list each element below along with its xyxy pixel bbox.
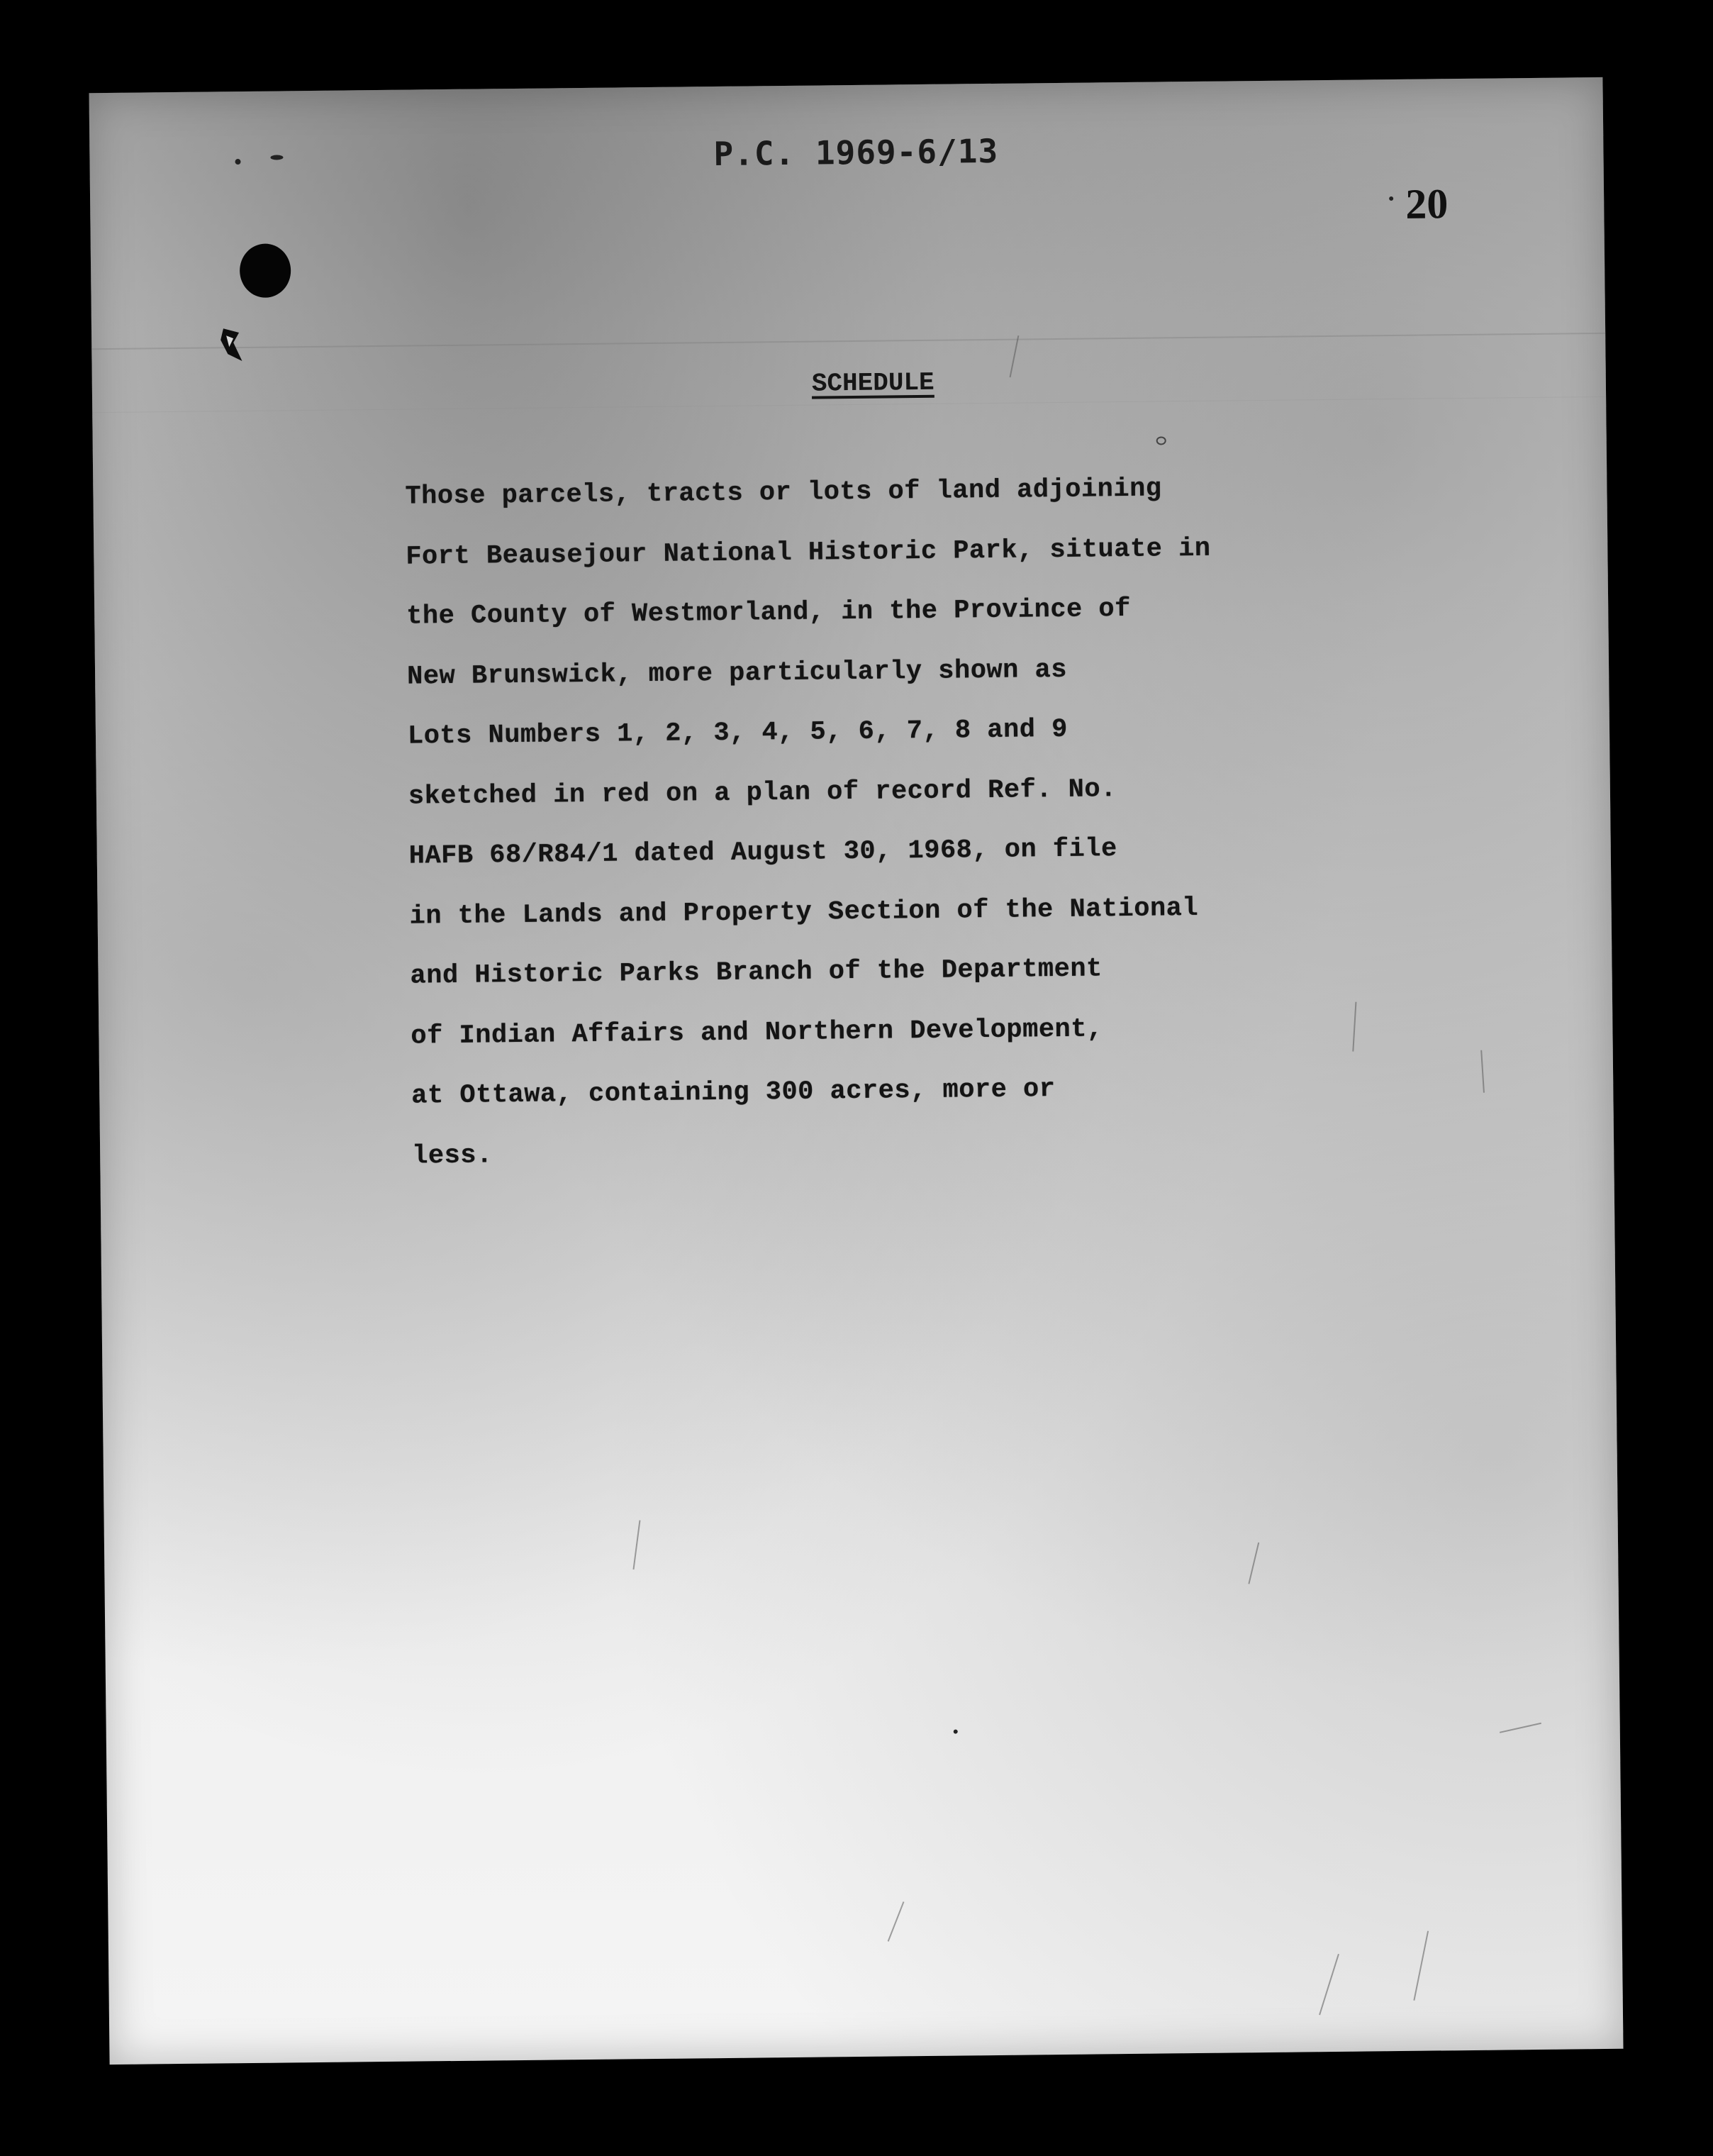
scan-speck — [270, 155, 283, 160]
fold-line — [91, 333, 1605, 350]
body-line: and Historic Parks Branch of the Department — [410, 954, 1103, 991]
torn-paper-mark — [218, 326, 245, 365]
body-line: less. — [412, 1140, 493, 1172]
scan-scratch — [1413, 1931, 1429, 2001]
schedule-title: SCHEDULE — [811, 367, 934, 399]
punch-hole — [240, 243, 291, 298]
body-line: sketched in red on a plan of record Ref. No. — [408, 774, 1117, 812]
scan-scratch — [1248, 1543, 1259, 1584]
scan-scratch — [1480, 1050, 1485, 1093]
scan-speck — [954, 1730, 958, 1734]
body-line: Fort Beausejour National Historic Park, situate in — [406, 533, 1211, 572]
scan-scratch — [1010, 335, 1020, 377]
scan-speck — [1156, 436, 1166, 445]
body-line: HAFB 68/R84/1 dated August 30, 1968, on file — [408, 834, 1117, 872]
body-line: at Ottawa, containing 300 acres, more or — [411, 1074, 1056, 1111]
body-line: Lots Numbers 1, 2, 3, 4, 5, 6, 7, 8 and 9 — [407, 714, 1068, 752]
body-line: in the Lands and Property Section of the National — [409, 893, 1199, 932]
scan-scratch — [1500, 1723, 1542, 1735]
body-line: the County of Westmorland, in the Province of — [406, 594, 1132, 632]
scan-speck — [1389, 196, 1393, 201]
paper-sheet — [89, 77, 1624, 2065]
body-line: New Brunswick, more particularly shown as — [406, 655, 1068, 692]
order-in-council-number: P.C. 1969-6/13 — [713, 131, 999, 174]
body-line: of Indian Affairs and Northern Development, — [411, 1013, 1103, 1052]
scan-scratch — [1319, 1954, 1339, 2015]
page-number: 20 — [1405, 180, 1449, 228]
fold-line-secondary — [92, 396, 1606, 413]
scan-scratch — [888, 1901, 905, 1942]
scan-speck — [235, 159, 240, 165]
scan-scratch — [632, 1520, 640, 1569]
schedule-body-text — [405, 472, 1405, 1201]
body-line: Those parcels, tracts or lots of land adjoining — [405, 474, 1162, 512]
